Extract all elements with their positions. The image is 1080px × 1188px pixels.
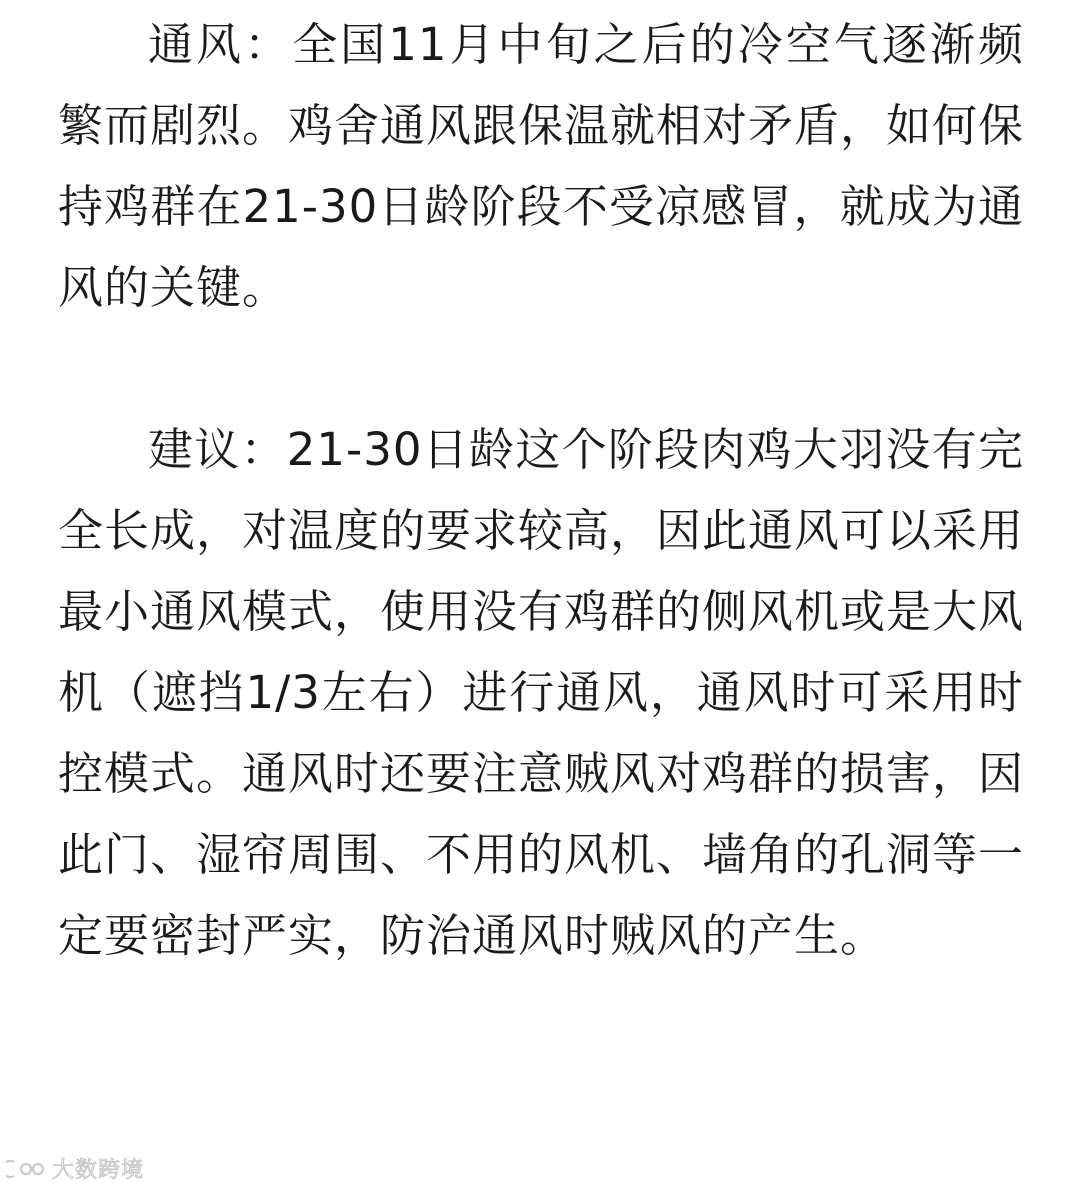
watermark-text: 大数跨境 — [52, 1158, 145, 1183]
paragraph-ventilation: 通风：全国11月中旬之后的冷空气逐渐频繁而剧烈。鸡舍通风跟保温就相对矛盾，如何保持鸡群在21-30日龄阶段不受凉感冒，就成为通风的关键。 — [58, 18, 1025, 314]
paragraph-suggestion: 建议：21-30日龄这个阶段肉鸡大羽没有完全长成，对温度的要求较高，因此通风可以采用最小通风模式，使用没有鸡群的侧风机或是大风机（遮挡1/3左右）进行通风，通风时可采用时控模式。通风时还要注意贼风对鸡群的损害，因此门、湿帘周围、不用的风机、墙角的孔洞等一定要密封严实，防治通风时贼风的产生。 — [58, 423, 1025, 962]
article-body — [58, 0, 1024, 976]
watermark-logo-icon — [6, 1158, 46, 1180]
watermark — [6, 1153, 144, 1184]
